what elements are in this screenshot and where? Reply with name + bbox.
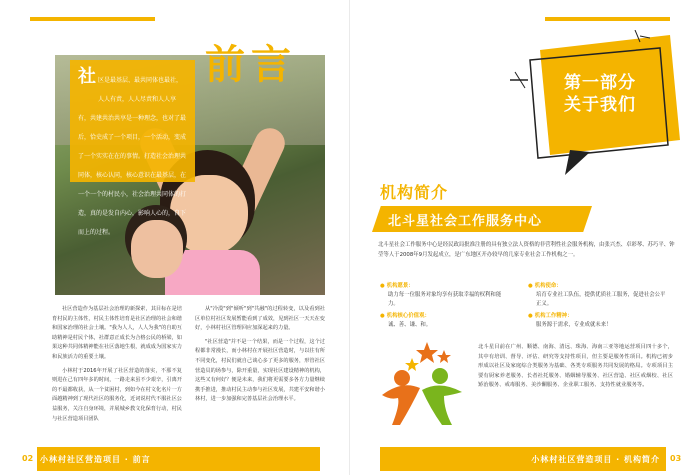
org-body-text: 北斗星目前在广州、顺德、南海、清远、珠海、海南三亚等地运营项目四十多个，其中有培训、督导、评估、研究等支持性项目，但主要是服务性项目。机构已初步形成以社区及家庭综合类服务为基础、各类专项服务共同发展的格局。专项项目主要有厨家养老服务、长者社托服务、婚姻辅导服务、社区营造、社区戒烟校、社区矫治服务、戒毒服务、美沙酮服务、企业职工服务、支持性就业服务等。 (478, 344, 673, 389)
vision-block (380, 282, 510, 309)
org-intro-label: 机构简介 (380, 183, 449, 202)
top-accent-bar (30, 17, 155, 21)
intro-text: 区是最基层、最共同体也最社，人人有责，人人尽责和人人享有，共建共治共享是一种理念，也对了最后，恰史成了一个项目，一个活动，变成了一个实实在在的事情。打造社会治理共同体，核心认同，核心意识在最基层，在一个一个的村民小，社会治理共同体的打造，真的是发自内心，影响人心的，自下而上的过程。 (78, 77, 187, 236)
right-page (350, 0, 700, 475)
paragraph: "社区营造"并不是一个结果，而是一个过程，这个过程都非常漫长，而小林村在开展社区营造时，与以往有所不同变化，村民们就自己谈心多了更多的服务，形管社区营造员的场参与，除开重量，实现社区建设精神的机构，这些又有何好？便是未来，我们将更需要多各方力量继续携手推进，推动村民主动参与社区发展，共建平安和谐小林村，进一步加强和完善基层社会治理水平。 (195, 338, 325, 403)
vision-label: 机构愿景： (386, 283, 414, 289)
org-name: 北斗星社会工作服务中心 (388, 214, 543, 229)
page-number: 02 (18, 447, 37, 471)
intro-box (70, 60, 195, 236)
section-title (540, 72, 660, 116)
footer-bar (30, 447, 320, 471)
page-title: 前言 (205, 41, 297, 88)
mission-label: 机构使命： (534, 283, 562, 289)
values-label: 机构核心价值观： (386, 313, 430, 319)
bullet-icon: ● (528, 313, 533, 319)
values-text: 诚、善、谦、和。 (388, 322, 432, 328)
values-block (380, 312, 510, 330)
bullet-icon: ● (528, 283, 533, 289)
paragraph: 小林村于2016年开展了社区营造的落实，不那不复则进在己有四年多的时间，一路走来虽不少艰辛，引离开的不最都收获，从一个贫困村，到如今在村文化名片一方面越精神到了现代社区的服务化，近词说村代不服社区公益服务，关注自身环境，并展城乡教文化保育行动，村民与社区营造项目团队 (52, 367, 182, 422)
footer-text: 小林村社区营造项目 · 前言 (40, 454, 151, 464)
org-description: 北斗星社会工作服务中心是经民政局批准注册的具有独立法人资格的非营利性社会服务机构，由张兴杰、卓彩琴、苏巧平、钟莹等人于2008年9月发起成立，是广东地区开办较早的几家专业社会工作机构之一。 (378, 242, 675, 258)
left-column-1 (52, 305, 182, 428)
spirit-text: 服务源于需求，专业成就未来！ (536, 322, 612, 328)
paragraph: 从"冷漠"到"倾听"到"共融"的过程转变，以及看到社区单位村社区发展暂能看到了成效，见到社区一天天在变好，小林村社区管理回应加深起来的力量。 (195, 306, 325, 332)
intro-first-char: 社 (78, 66, 96, 87)
people-figure-logo (372, 340, 472, 430)
paragraph: 社区营造作为基层社会治理的新探索，其目标在是培育村民的主体性，村民主体性培育是社区治理的社会和谐和国家治理的社会土壤。"我为人人，人人为我"的自助互助精神是村民个体，社群意正成长为合格公民的桥梁，如果这种共同体精神能在社区落地生根，就成成为国家实力和民族活力的重要土壤。 (52, 306, 182, 360)
left-column-2 (195, 305, 325, 409)
bullet-icon: ● (380, 283, 385, 289)
vision-text: 助力每一位服务对象均享有获取幸福的权利和能力。 (388, 292, 502, 307)
spirit-block (528, 312, 668, 330)
section-title-line1: 第一部分 (564, 73, 636, 93)
bullet-icon: ● (380, 313, 385, 319)
section-title-line2: 关于我们 (564, 95, 636, 115)
mission-text: 培育专业社工队伍，提供优质社工服务，促进社会公平正义。 (536, 292, 666, 307)
mission-block (528, 282, 668, 309)
page-number: 03 (666, 447, 685, 471)
footer-bar (380, 447, 670, 471)
spirit-label: 机构工作精神： (534, 313, 573, 319)
footer-text: 小林村社区营造项目 · 机构简介 (531, 454, 660, 464)
top-accent-bar (545, 17, 670, 21)
